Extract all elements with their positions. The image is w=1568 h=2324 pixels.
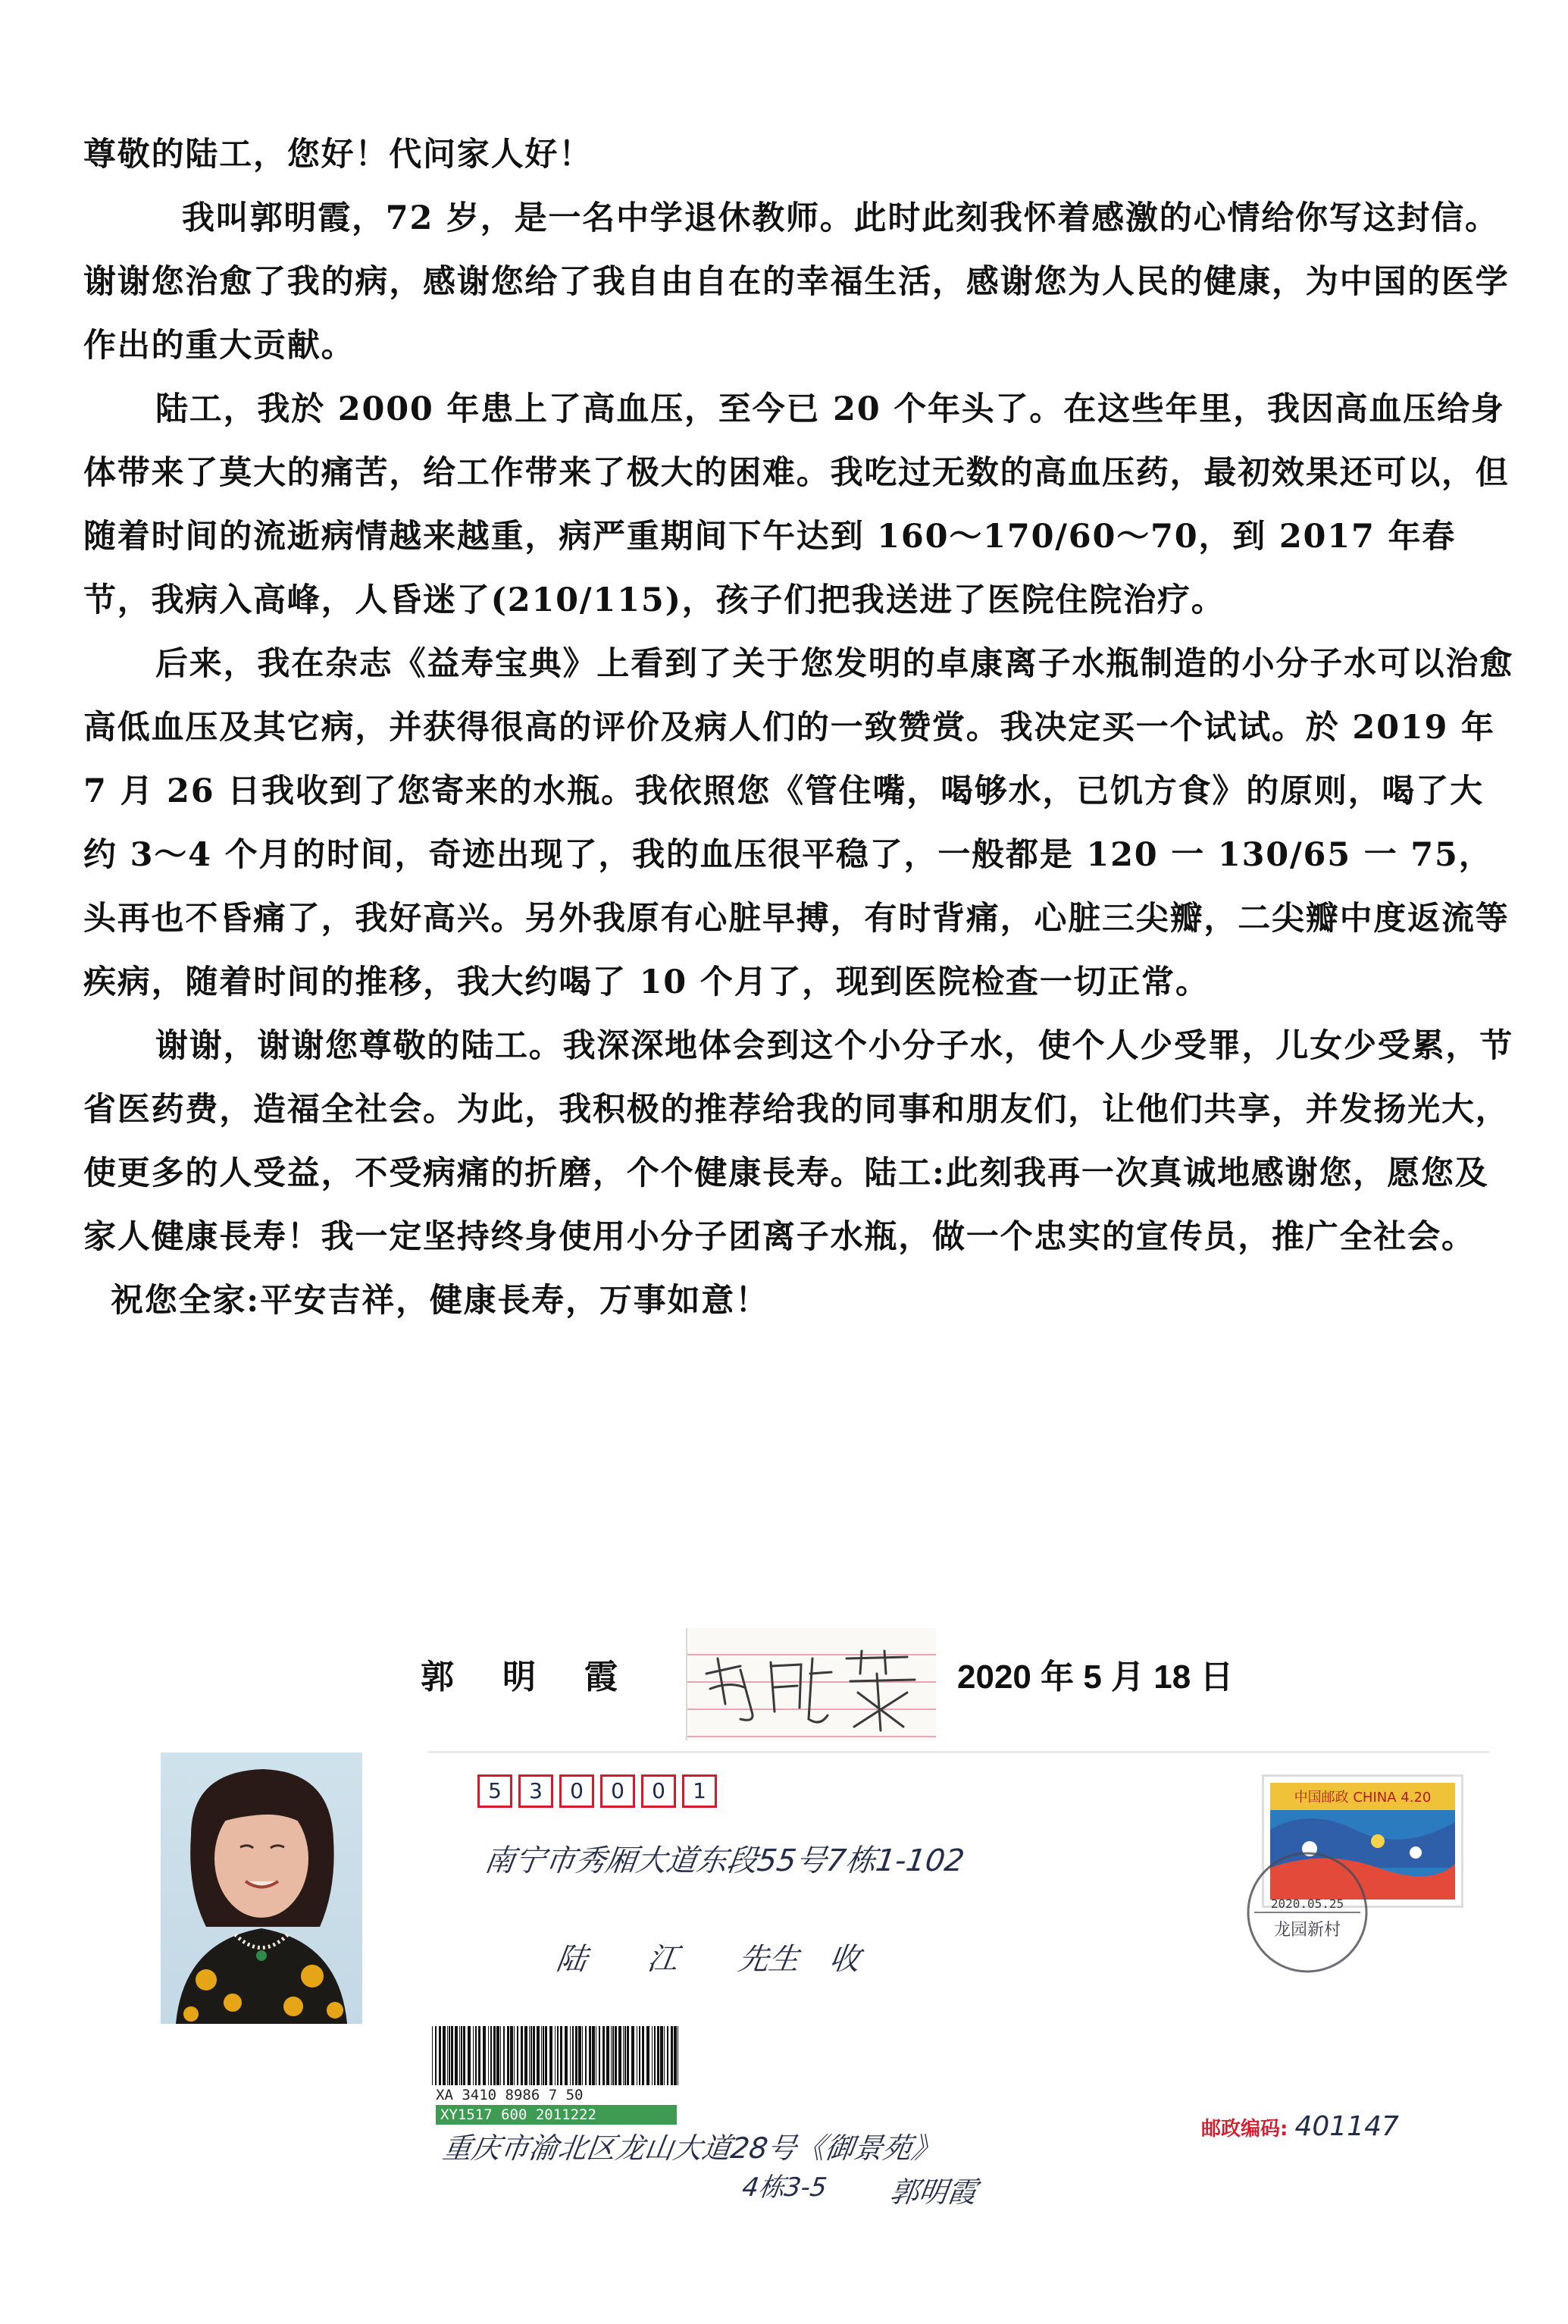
barcode-bar bbox=[510, 2026, 513, 2085]
barcode-bar bbox=[654, 2026, 656, 2085]
barcode-bar bbox=[524, 2026, 527, 2085]
zip-digit: 0 bbox=[641, 1774, 676, 1808]
barcode-bar bbox=[463, 2026, 465, 2085]
barcode-bar bbox=[639, 2026, 640, 2085]
salutation: 尊敬的陆工，您好！代问家人好！ bbox=[83, 136, 593, 174]
barcode-bar bbox=[459, 2026, 460, 2085]
zip-digit: 0 bbox=[600, 1774, 635, 1808]
zip-digit: 5 bbox=[477, 1774, 512, 1808]
barcode-bar bbox=[549, 2026, 552, 2085]
signature-scribble bbox=[687, 1628, 936, 1740]
barcode-bar bbox=[530, 2026, 532, 2085]
signature-row bbox=[0, 1628, 1568, 1734]
barcode-bar bbox=[521, 2026, 523, 2085]
barcode-bar bbox=[611, 2026, 612, 2085]
barcode-bar bbox=[631, 2026, 634, 2085]
barcode-bar bbox=[503, 2026, 505, 2085]
barcode-bar bbox=[490, 2026, 492, 2085]
postmark-date: 2020.05.25 bbox=[1270, 1896, 1344, 1911]
letter-body bbox=[83, 123, 1516, 1333]
barcode-bar bbox=[667, 2026, 668, 2085]
barcode-bar bbox=[623, 2026, 624, 2085]
barcode-bar bbox=[557, 2026, 559, 2085]
barcode-bar bbox=[507, 2026, 509, 2085]
barcode-bar bbox=[652, 2026, 653, 2085]
barcode-bar bbox=[461, 2026, 462, 2085]
portrait-photo bbox=[161, 1752, 362, 2024]
barcode-bar bbox=[500, 2026, 501, 2085]
barcode-bar bbox=[592, 2026, 595, 2085]
recipient-zip-code bbox=[477, 1774, 717, 1808]
barcode-number: XA 3410 8986 7 50 bbox=[436, 2087, 584, 2103]
postal-code-value: 401147 bbox=[1294, 2111, 1399, 2142]
barcode-bar bbox=[602, 2026, 605, 2085]
barcode-bar bbox=[496, 2026, 499, 2085]
handwritten-signature bbox=[686, 1628, 936, 1740]
barcode-bar bbox=[545, 2026, 547, 2085]
printed-name: 郭明霞 bbox=[421, 1658, 666, 1696]
sender-address: 重庆市渝北区龙山大道28号《御景苑》 bbox=[440, 2131, 943, 2165]
sender-name: 郭明霞 bbox=[887, 2175, 979, 2209]
barcode-bar bbox=[657, 2026, 659, 2085]
postal-code-caption: 邮政编码: bbox=[1201, 2118, 1288, 2141]
barcode-bar bbox=[451, 2026, 453, 2085]
barcode-bar bbox=[572, 2026, 574, 2085]
closing: 祝您全家:平安吉祥，健康長寿，万事如意！ bbox=[111, 1282, 769, 1320]
barcode-bar bbox=[443, 2026, 446, 2085]
envelope-image bbox=[428, 1751, 1489, 2207]
barcode-bar bbox=[560, 2026, 562, 2085]
zip-digit: 0 bbox=[559, 1774, 594, 1808]
barcode-bar bbox=[606, 2026, 609, 2085]
barcode-bar bbox=[514, 2026, 515, 2085]
letter-date: 2020 年 5 月 18 日 bbox=[957, 1658, 1234, 1696]
paragraph-4: 谢谢，谢谢您尊敬的陆工。我深深地体会到这个小分子水，使个人少受罪，儿女少受累，节省医药费，造福全社会。为此，我积极的推荐给我的同事和朋友们，让他们共享，并发扬光大，使更多的人受益，不受病痛的折磨，个个健康長寿。陆工:此刻我再一次真诚地感谢您，愿您及家人健康長寿！我一定坚持终身使用小分子团离子水瓶，做一个忠实的宣传员，推广全社会。 bbox=[83, 1027, 1513, 1256]
postmark bbox=[1232, 1844, 1383, 1981]
barcode-bar bbox=[475, 2026, 477, 2085]
paragraph-2: 陆工，我於 2000 年患上了高血压，至今已 20 个年头了。在这些年里，我因高血压给身体带来了莫大的痛苦，给工作带来了极大的困难。我吃过无数的高血压药，最初效果还可以，但随着时间的流逝病情越来越重，病严重期间下午达到 160～170/60～70，到 2017 年春节，我病入高峰，人昏迷了(210/115)，孩子们把我送进了医院住院治疗。 bbox=[83, 390, 1510, 619]
postmark-circle bbox=[1232, 1844, 1383, 1981]
barcode-bar bbox=[449, 2026, 450, 2085]
barcode-bar bbox=[555, 2026, 556, 2085]
barcode-bar bbox=[541, 2026, 542, 2085]
barcode-bar bbox=[565, 2026, 568, 2085]
barcode-bar bbox=[447, 2026, 448, 2085]
barcode-bar bbox=[517, 2026, 518, 2085]
barcode-bar bbox=[671, 2026, 673, 2085]
barcode-bar bbox=[575, 2026, 577, 2085]
barcode-band: XY1517 600 2011222 bbox=[436, 2105, 677, 2125]
barcode-bar bbox=[488, 2026, 489, 2085]
barcode-bar bbox=[543, 2026, 544, 2085]
barcode-bar bbox=[646, 2026, 649, 2085]
barcode-bar bbox=[599, 2026, 600, 2085]
zip-digit: 1 bbox=[682, 1774, 717, 1808]
barcode-bar bbox=[618, 2026, 621, 2085]
barcode-bar bbox=[664, 2026, 665, 2085]
barcode-graphic bbox=[432, 2026, 682, 2087]
paragraph-3: 后来，我在杂志《益寿宝典》上看到了关于您发明的卓康离子水瓶制造的小分子水可以治愈高低血压及其它病，并获得很高的评价及病人们的一致赞赏。我决定买一个试试。於 2019 年 7 月 26 日我收到了您寄来的水瓶。我依照您《管住嘴，喝够水，已饥方食》的原则，喝了大约 3～4 个月的时间，奇迹出现了，我的血压很平稳了，一般都是 120 一 130/65 一 75，头再也不昏痛了，我好高兴。另外我原有心脏早搏，有时背痛，心脏三尖瓣，二尖瓣中度返流等疾病，随着时间的推移，我大约喝了 10 个月了，现到医院检查一切正常。 bbox=[83, 645, 1513, 1001]
paragraph-1: 我叫郭明霞，72 岁，是一名中学退休教师。此时此刻我怀着感激的心情给你写这封信。谢谢您治愈了我的病，感谢您给了我自由自在的幸福生活，感谢您为人民的健康，为中国的医学作出的重大贡献。 bbox=[83, 199, 1510, 365]
barcode-bar bbox=[585, 2026, 587, 2085]
postal-code-label bbox=[1201, 2111, 1399, 2142]
recipient-name: 陆 江 先生 收 bbox=[554, 1942, 862, 1977]
barcode-bar bbox=[624, 2026, 626, 2085]
zip-digit: 3 bbox=[518, 1774, 553, 1808]
portrait-illustration bbox=[161, 1752, 362, 2024]
barcode-bar bbox=[432, 2026, 433, 2085]
recipient-address: 南宁市秀厢大道东段55号7栋1-102 bbox=[482, 1843, 967, 1878]
barcode-bar bbox=[468, 2026, 471, 2085]
barcode-bar bbox=[660, 2026, 663, 2085]
barcode-bar bbox=[537, 2026, 540, 2085]
barcode-bar bbox=[439, 2026, 441, 2085]
barcode-bar bbox=[473, 2026, 474, 2085]
barcode-bar bbox=[582, 2026, 583, 2085]
barcode-bar bbox=[529, 2026, 530, 2085]
barcode-bar bbox=[674, 2026, 677, 2085]
barcode-bar bbox=[642, 2026, 644, 2085]
barcode-bar bbox=[570, 2026, 571, 2085]
barcode-bar bbox=[615, 2026, 617, 2085]
barcode-bar bbox=[627, 2026, 629, 2085]
barcode-bar bbox=[493, 2026, 496, 2085]
stamp-text: 中国邮政 CHINA 4.20 bbox=[1294, 1790, 1432, 1806]
barcode-bar bbox=[612, 2026, 614, 2085]
barcode-bar bbox=[578, 2026, 581, 2085]
barcode-bar bbox=[478, 2026, 480, 2085]
barcode-bar bbox=[455, 2026, 458, 2085]
postmark-place: 龙园新村 bbox=[1273, 1921, 1341, 1940]
barcode-bar bbox=[589, 2026, 591, 2085]
barcode-bar bbox=[483, 2026, 486, 2085]
sender-address-line2: 4栋3-5 bbox=[740, 2172, 829, 2203]
barcode-bar bbox=[533, 2026, 535, 2085]
barcode-bar bbox=[435, 2026, 437, 2085]
